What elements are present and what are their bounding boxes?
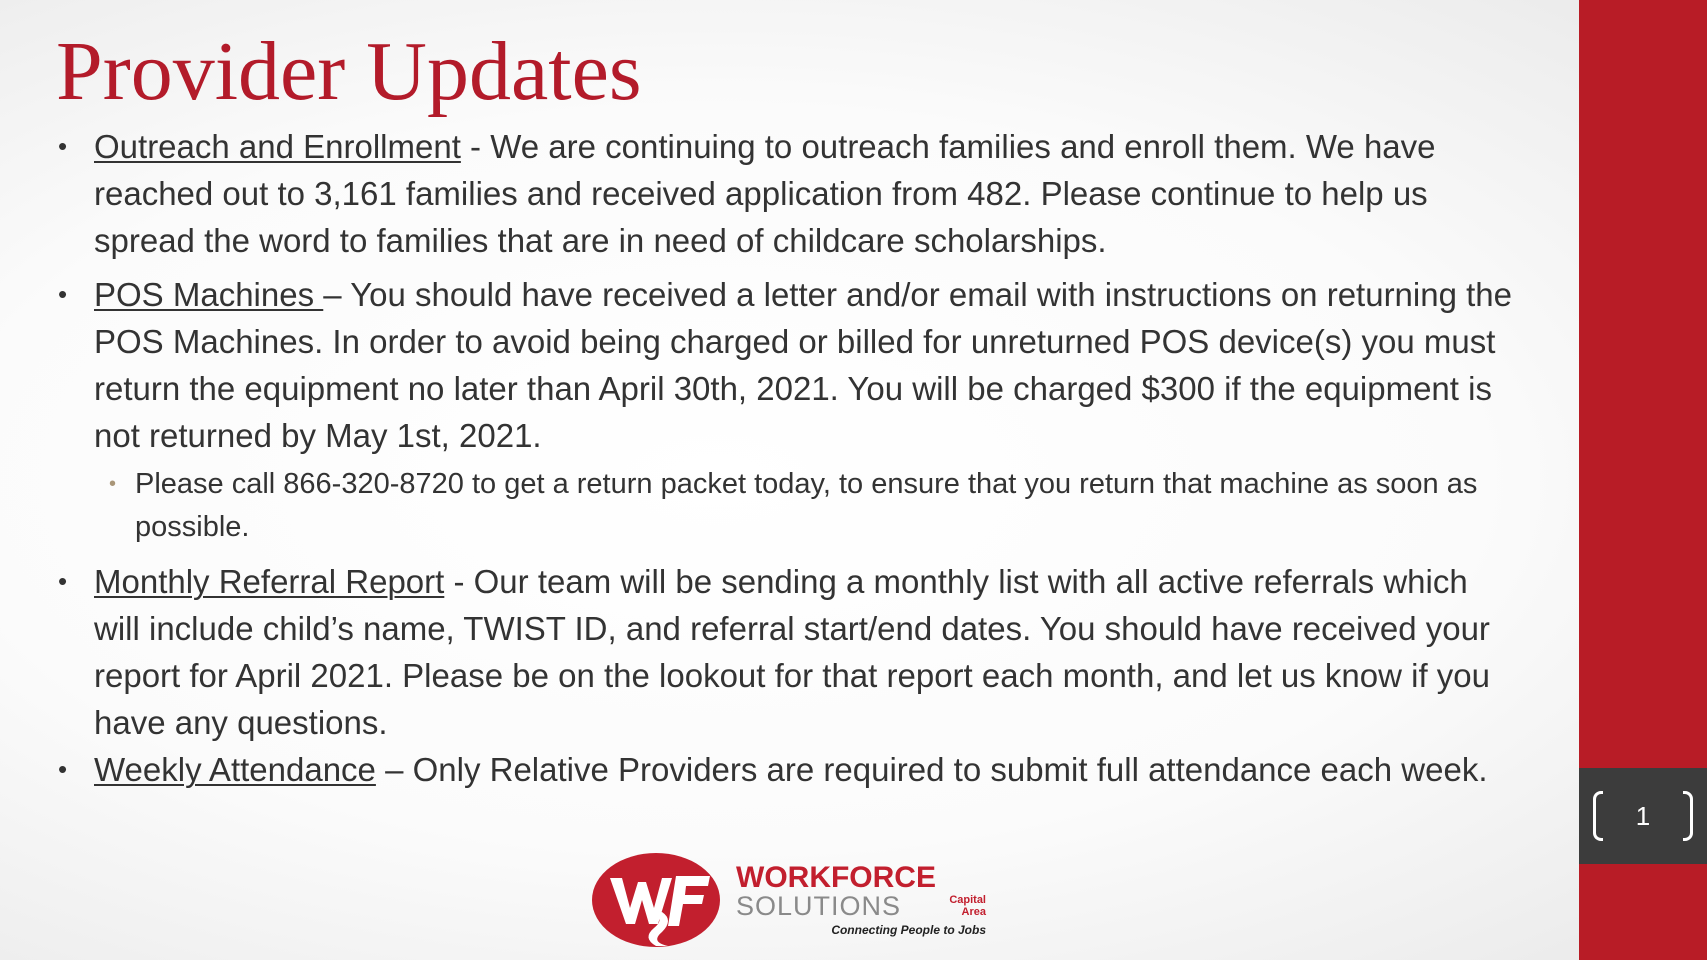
bullet-heading: POS Machines (94, 276, 324, 313)
logo-mark (592, 853, 720, 947)
bullet-dot: • (58, 131, 68, 161)
bullet-text: - Our team will be sending a monthly list with all active referrals which will include child’s name, TWIST ID, and referral start/end dates. You should have received your report for April 2021. Please be on the lookout for that report each month, and let us know if you have any questions. (94, 563, 1491, 741)
logo-tagline: Connecting People to Jobs (831, 923, 986, 937)
slide-title: Provider Updates (56, 25, 642, 118)
bullet-weekly-attendance (58, 746, 1518, 793)
logo-region-capital: Capital (949, 894, 986, 906)
bullet-dot: • (58, 754, 68, 784)
bullet-heading: Outreach and Enrollment (94, 128, 461, 165)
bullet-text: – Only Relative Providers are required to submit full attendance each week. (375, 751, 1488, 788)
workforce-solutions-logo (590, 848, 990, 950)
sub-bullet-dot: • (109, 473, 117, 495)
bullet-list (58, 123, 1518, 793)
bullet-dot: • (58, 566, 68, 596)
logo-region-area: Area (961, 906, 986, 918)
bullet-heading: Monthly Referral Report (94, 563, 445, 600)
bullet-text: – You should have received a letter and/or email with instructions on returning the POS Machines. In order to avoid being charged or billed for unreturned POS device(s) you must return the equipment no later than April 30th, 2021. You will be charged $300 if the equipment is not returned by May 1st, 2021. (94, 276, 1512, 454)
logo-word-workforce: WORKFORCE (736, 861, 936, 894)
sub-bullet-return-packet (58, 463, 1518, 549)
logo-word-solutions: SOLUTIONS (736, 891, 902, 921)
slide-number: 1 (1635, 801, 1651, 831)
sub-bullet-text: Please call 866-320-8720 to get a return packet today, to ensure that you return that machine as soon as possible. (135, 468, 1478, 543)
slide-number-box (1579, 768, 1707, 864)
bullet-pos-machines (58, 271, 1518, 459)
bullet-monthly-referral-report (58, 558, 1518, 746)
bullet-outreach-enrollment (58, 123, 1518, 264)
bullet-heading: Weekly Attendance (94, 751, 376, 788)
bullet-dot: • (58, 279, 68, 309)
bullet-text: - We are continuing to outreach families and enroll them. We have reached out to 3,161 families and received application from 482. Please continue to help us spread the word to families that are in need of childcare scholarships. (94, 128, 1436, 259)
